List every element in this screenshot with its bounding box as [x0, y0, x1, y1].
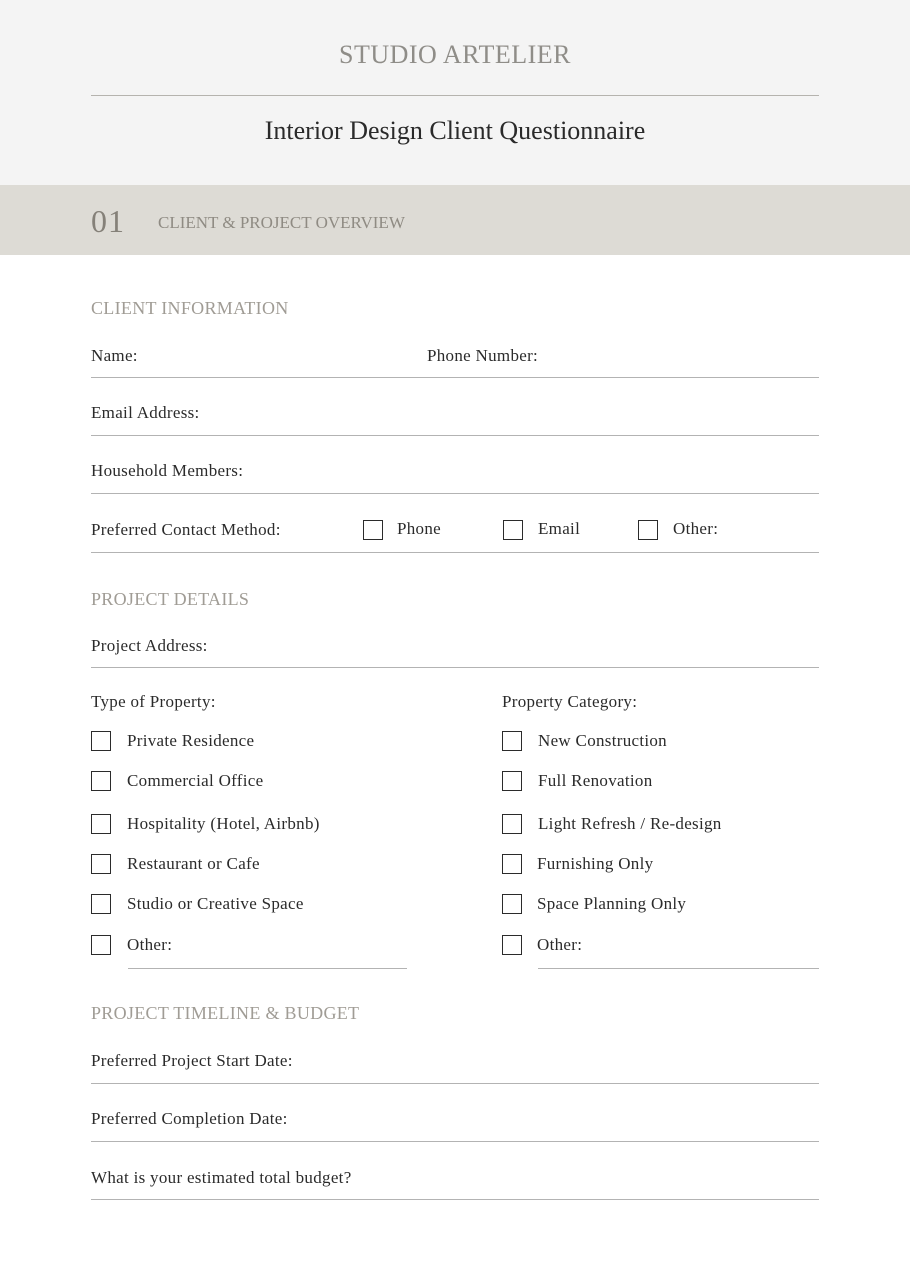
property-category-label: Property Category:: [502, 692, 638, 711]
name-field[interactable]: [145, 340, 415, 374]
category-label-full-renovation: Full Renovation: [538, 771, 653, 790]
email-address-label: Email Address:: [91, 403, 200, 422]
section-title: CLIENT & PROJECT OVERVIEW: [158, 213, 405, 232]
timeline-budget-heading: PROJECT TIMELINE & BUDGET: [91, 1003, 360, 1023]
category-label-new-construction: New Construction: [538, 731, 667, 750]
document-header: [0, 0, 910, 185]
email-line: [91, 435, 819, 436]
property-type-label-private-residence: Private Residence: [127, 731, 255, 750]
name-phone-line: [91, 377, 819, 378]
start-date-label: Preferred Project Start Date:: [91, 1051, 293, 1070]
category-label-space-planning: Space Planning Only: [537, 894, 687, 913]
household-members-field[interactable]: [260, 456, 817, 490]
property-type-checkbox-other[interactable]: [91, 935, 111, 955]
category-label-furnishing-only: Furnishing Only: [537, 854, 654, 873]
type-of-property-label: Type of Property:: [91, 692, 216, 711]
property-type-checkbox-hospitality[interactable]: [91, 814, 111, 834]
category-checkbox-full-renovation[interactable]: [502, 771, 522, 791]
completion-date-field[interactable]: [312, 1104, 817, 1138]
phone-number-label: Phone Number:: [427, 346, 539, 365]
contact-line: [91, 552, 819, 553]
property-type-label-other: Other:: [127, 935, 173, 954]
email-address-field[interactable]: [212, 398, 817, 432]
project-address-label: Project Address:: [91, 636, 208, 655]
property-type-checkbox-restaurant-cafe[interactable]: [91, 854, 111, 874]
household-members-label: Household Members:: [91, 461, 244, 480]
section-band: [0, 185, 910, 255]
contact-email-label: Email: [538, 519, 581, 538]
start-date-field[interactable]: [318, 1046, 817, 1080]
name-label: Name:: [91, 346, 138, 365]
property-type-label-studio: Studio or Creative Space: [127, 894, 304, 913]
property-type-label-restaurant-cafe: Restaurant or Cafe: [127, 854, 260, 873]
property-type-label-hospitality: Hospitality (Hotel, Airbnb): [127, 814, 320, 833]
header-divider: [91, 95, 819, 96]
budget-field[interactable]: [378, 1163, 817, 1197]
client-information-heading: CLIENT INFORMATION: [91, 298, 289, 318]
property-type-label-commercial-office: Commercial Office: [127, 771, 264, 790]
contact-other-label: Other:: [673, 519, 719, 538]
category-checkbox-space-planning[interactable]: [502, 894, 522, 914]
contact-other-checkbox[interactable]: [638, 520, 658, 540]
project-address-field[interactable]: [222, 631, 817, 665]
category-checkbox-furnishing-only[interactable]: [502, 854, 522, 874]
section-number: 01: [91, 203, 125, 239]
contact-other-field[interactable]: [730, 514, 817, 548]
category-label-other: Other:: [537, 935, 583, 954]
brand-name: STUDIO ARTELIER: [339, 40, 571, 69]
project-details-heading: PROJECT DETAILS: [91, 589, 250, 609]
start-date-line: [91, 1083, 819, 1084]
household-line: [91, 493, 819, 494]
category-checkbox-light-refresh[interactable]: [502, 814, 522, 834]
project-address-line: [91, 667, 819, 668]
completion-date-line: [91, 1141, 819, 1142]
phone-number-field[interactable]: [555, 340, 817, 374]
category-other-field[interactable]: [595, 930, 817, 966]
budget-label: What is your estimated total budget?: [91, 1168, 352, 1187]
preferred-contact-label: Preferred Contact Method:: [91, 520, 281, 539]
budget-line: [91, 1199, 819, 1200]
category-other-line: [538, 968, 819, 969]
contact-phone-checkbox[interactable]: [363, 520, 383, 540]
property-type-other-field[interactable]: [185, 930, 405, 966]
property-type-checkbox-studio[interactable]: [91, 894, 111, 914]
contact-phone-label: Phone: [397, 519, 441, 538]
category-label-light-refresh: Light Refresh / Re-design: [538, 814, 722, 833]
property-type-other-line: [128, 968, 407, 969]
category-checkbox-other[interactable]: [502, 935, 522, 955]
completion-date-label: Preferred Completion Date:: [91, 1109, 288, 1128]
property-type-checkbox-commercial-office[interactable]: [91, 771, 111, 791]
category-checkbox-new-construction[interactable]: [502, 731, 522, 751]
document-title: Interior Design Client Questionnaire: [264, 116, 646, 145]
contact-email-checkbox[interactable]: [503, 520, 523, 540]
property-type-checkbox-private-residence[interactable]: [91, 731, 111, 751]
